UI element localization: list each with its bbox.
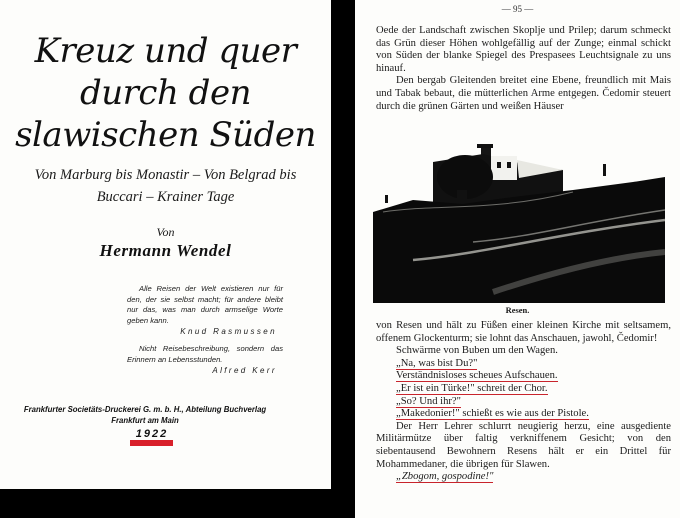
year-highlight-bar [130, 440, 173, 446]
paragraph: Den bergab Gleitenden breitet eine Ebene, freundlich mit Mais und Tabak bebaut, die mütterlichen Arme entgegen. Čedomir steuert durch die grünen Gärten und weißen Häuser [376, 75, 671, 112]
subtitle-line: Von Marburg bis Monastir – Von Belgrad bis [34, 167, 297, 183]
text-before-image [376, 25, 671, 113]
dialogue-line-underlined [376, 383, 671, 396]
author-name: Hermann Wendel [99, 241, 232, 260]
book-subtitle [0, 164, 331, 208]
epigraph [127, 284, 283, 338]
publisher-imprint [0, 405, 290, 427]
right-page-text-page [355, 0, 680, 518]
dialogue-line-underlined [376, 396, 671, 409]
title-line: durch den [80, 73, 251, 113]
red-underline-text: Verständnisloses scheues Aufschauen. [396, 370, 558, 382]
image-caption: Resen. [505, 305, 530, 315]
dialogue-line: Schwärme von Buben um den Wagen. [396, 345, 558, 357]
publisher-line: Frankfurt am Main [111, 415, 179, 425]
epigraph-attribution: Knud Rasmussen [180, 327, 277, 337]
subtitle-line: Buccari – Krainer Tage [96, 189, 235, 205]
by-label: Von [156, 225, 175, 239]
paragraph: von Resen und hält zu Füßen einer kleinen Kirche mit seltsamem, offenem Glockenturm; sie lohnt das Anschauen, jawohl, Čedomir! [376, 320, 671, 344]
epigraph [127, 344, 283, 377]
red-underline-text: „Na, was bist Du?" [396, 357, 478, 369]
red-underline-text: „Makedonier!" schießt es wie aus der Pistole. [396, 408, 589, 420]
dialogue-line-underlined [376, 370, 671, 383]
red-underline-text: „Er ist ein Türke!" schreit der Chor. [396, 382, 548, 394]
title-line: Kreuz und quer [34, 31, 297, 71]
left-page-title-page [0, 0, 331, 489]
page-divider [331, 0, 355, 518]
paragraph: Oede der Landschaft zwischen Skoplje und Prilep; darum schmeckt das Grün dieser Höhen wohlgefällig auf der Zunge; einmal schickt von Süden der blanke Spiegel des Prespasees Leuchtsignale zu uns hinauf. [376, 25, 671, 74]
epigraph-text: Nicht Reisebeschreibung, sondern das Erinnern an Lebensstunden. [127, 344, 283, 364]
publication-year: 1922 [135, 428, 169, 440]
red-underline-text: „Zbogom, gospodine!" [396, 471, 494, 483]
scan-border [0, 489, 340, 518]
text-after-image [376, 320, 671, 484]
photo-resen [373, 142, 665, 303]
paragraph: Der Herr Lehrer schlurrt neugierig herzu, eine ausgediente Militärmütze über faltig verkniffenem Gesicht; von den siebentausend Bewohnern Resens hält er ein Drittel für Mohammedaner, die übrigen für Slawen. [376, 420, 671, 470]
resen-photo-image [373, 142, 665, 303]
dialogue-line-underlined [376, 408, 671, 421]
publisher-line: Frankfurter Societäts-Druckerei G. m. b. H., Abteilung Buchverlag [23, 405, 267, 414]
epigraph-attribution: Alfred Kerr [212, 366, 277, 376]
dialogue-line-underlined [376, 358, 671, 371]
book-title [0, 30, 331, 156]
title-line: slawischen Süden [15, 115, 316, 155]
epigraph-text: Alle Reisen der Welt existieren nur für den, der sie selbst macht; für andere bleibt nur das, was man durch armselige Worte geben kann. [127, 284, 283, 325]
page-number: — 95 — [501, 4, 534, 14]
farewell-line [376, 471, 671, 484]
red-underline-text: „So? Und ihr?" [396, 395, 461, 407]
